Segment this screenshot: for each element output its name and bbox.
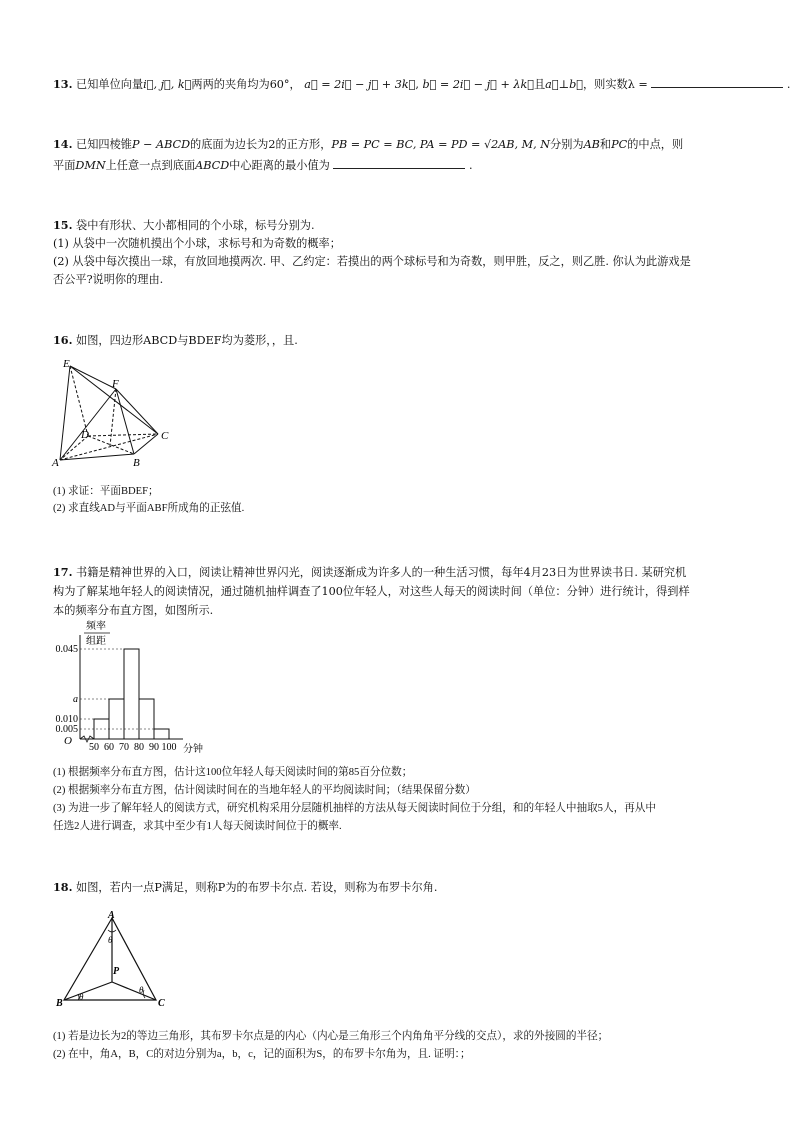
- question-17-line-3: 本的频率分布直方图，如图所示.: [53, 604, 214, 617]
- x-tick-label-60: 60: [104, 742, 114, 753]
- question-number: 17.: [53, 565, 73, 579]
- question-text: 分别为: [550, 138, 584, 151]
- x-tick-label-100: 100: [161, 742, 177, 753]
- x-tick-label-70: 70: [119, 742, 129, 753]
- question-text: 如图，若内一点P满足，则称P为的布罗卡尔点. 若设，则称为布罗卡尔角.: [76, 881, 438, 894]
- question-15-line-1: [53, 218, 315, 233]
- question-text: 如图，四边形ABCD与BDEF均为菱形，，且.: [76, 334, 298, 347]
- question-text: 平面: [53, 159, 76, 172]
- theta-label-c: θ: [139, 985, 144, 995]
- origin-label: O: [64, 735, 72, 747]
- question-18-sub-2: (2) 在中，角A，B，C的对边分别为a，b，c，记的面积为S，的布罗卡尔角为，且. 证明：；: [53, 1049, 471, 1060]
- question-text: 且: [533, 78, 546, 91]
- question-text: 上任意一点到底面: [105, 159, 196, 172]
- question-text: 袋中有形状、大小都相同的个小球，标号分别为.: [76, 219, 315, 232]
- question-text: 已知四棱锥: [76, 138, 132, 151]
- question-14-line-2: [53, 157, 473, 173]
- question-number: 18.: [53, 880, 73, 894]
- question-15-line-2: (1) 从袋中一次随机摸出个小球，求标号和为奇数的概率；: [53, 237, 341, 250]
- question-number: 13.: [53, 77, 73, 91]
- x-axis-label: 分钟: [183, 744, 203, 754]
- math-ab: AB: [583, 138, 600, 151]
- question-15-line-4: 否公平?说明你的理由.: [53, 273, 164, 286]
- question-end: .: [469, 159, 473, 172]
- label-e: E: [63, 358, 70, 370]
- label-a: A: [52, 457, 59, 469]
- y-tick-label-2: 0.010: [55, 714, 78, 725]
- frequency-histogram: [50, 616, 220, 754]
- question-13: 13. 已知单位向量i⃗, j⃗, k⃗两两的夹角均为60°， a⃗ = 2i⃗ − j⃗ + 3k⃗, b⃗ = 2i⃗ − j⃗ + λk⃗且a⃗⊥b⃗，则实数λ = .: [53, 77, 791, 91]
- label-c: C: [158, 998, 165, 1009]
- y-tick-label-3: 0.005: [55, 724, 78, 735]
- theta-label-b: θ: [79, 992, 84, 1002]
- histogram-bar-60-70: [109, 699, 124, 739]
- question-17-line-2: 构为了解某地年轻人的阅读情况，通过随机抽样调查了100位年轻人，对这些人每天的阅读时间（单位：分钟）进行统计，得到样: [53, 585, 690, 598]
- question-17-sub-1: (1) 根据频率分布直方图，估计这100位年轻人每天阅读时间的第85百分位数；: [53, 767, 413, 778]
- x-tick-label-90: 90: [149, 742, 159, 753]
- question-number: 16.: [53, 333, 73, 347]
- label-p: P: [113, 966, 120, 977]
- question-text: ，则实数λ =: [582, 78, 648, 91]
- label-c: C: [161, 430, 169, 442]
- y-axis-label-bottom: 组距: [86, 636, 106, 647]
- question-text: 书籍是精神世界的入口，阅读让精神世界闪光，阅读逐渐成为许多人的一种生活习惯，每年4月23日为世界读书日. 某研究机: [76, 566, 687, 579]
- y-tick-label-0: 0.045: [55, 644, 78, 655]
- question-text: 中心距离的最小值为: [229, 159, 330, 172]
- question-18-sub-1: (1) 若是边长为2的等边三角形，其布罗卡尔点是的内心（内心是三角形三个内角角平分线的交点），求的外接圆的半径；: [53, 1031, 609, 1042]
- answer-blank[interactable]: [333, 157, 465, 169]
- y-tick-label-1: a: [73, 694, 78, 705]
- question-14-line-1: [53, 137, 683, 152]
- x-tick-label-50: 50: [89, 742, 99, 753]
- question-number: 14.: [53, 137, 73, 151]
- question-17-sub-3: (3) 为进一步了解年轻人的阅读方式，研究机构采用分层随机抽样的方法从每天阅读时间位于分组，和的年轻人中抽取5人，再从中: [53, 803, 656, 814]
- math-pyramid: P − ABCD: [131, 138, 191, 151]
- math-pc: PC: [611, 138, 628, 151]
- math-formula-a: a⃗ = 2i⃗ − j⃗ + 3k⃗: [304, 78, 416, 91]
- rhombus-figure: [50, 354, 190, 474]
- answer-blank[interactable]: [651, 76, 783, 88]
- question-number: 15.: [53, 218, 73, 232]
- question-16-sub-2: (2) 求直线AD与平面ABF所成角的正弦值.: [53, 503, 245, 514]
- question-text: 两两的夹角均为60°，: [191, 78, 301, 91]
- label-b: B: [133, 457, 140, 469]
- question-end: .: [786, 78, 791, 91]
- question-text: 已知单位向量: [76, 78, 144, 91]
- question-16-sub-1: (1) 求证：平面BDEF；: [53, 486, 159, 497]
- question-17-sub-2: (2) 根据频率分布直方图，估计阅读时间在的当地年轻人的平均阅读时间；（结果保留分数）: [53, 785, 476, 796]
- question-17-line-1: [53, 565, 686, 580]
- math-dmn: DMN: [75, 159, 106, 172]
- math-formula-b: b⃗ = 2i⃗ − j⃗ + λk⃗: [422, 78, 534, 91]
- question-15-line-3: (2) 从袋中每次摸出一球，有放回地摸两次. 甲、乙约定：若摸出的两个球标号和为奇数，则甲胜，反之，则乙胜. 你认为此游戏是: [53, 255, 691, 268]
- label-f: F: [112, 378, 119, 390]
- label-d: D: [81, 429, 89, 441]
- x-tick-label-80: 80: [134, 742, 144, 753]
- question-17-sub-4: 任选2人进行调查，求其中至少有1人每天阅读时间位于的概率.: [53, 821, 342, 832]
- math-vectors: i⃗, j⃗, k⃗: [143, 78, 192, 91]
- y-axis-label-top: 频率: [86, 621, 106, 632]
- math-abcd: ABCD: [195, 159, 230, 172]
- math-condition: a⃗⊥b⃗: [545, 78, 583, 91]
- math-equations: PB = PC = BC, PA = PD = √2AB, M, N: [331, 138, 550, 151]
- question-16-line-1: [53, 333, 298, 348]
- question-18-line-1: [53, 880, 437, 895]
- brocard-triangle-figure: [50, 910, 180, 1010]
- question-text: 和: [599, 138, 612, 151]
- question-text: 的底面为边长为2的正方形，: [190, 138, 332, 151]
- histogram-bar-70-80: [124, 649, 139, 739]
- theta-label-a: θ: [108, 935, 113, 945]
- label-b: B: [56, 998, 63, 1009]
- label-a: A: [108, 910, 115, 921]
- histogram-bar-90-100: [154, 729, 169, 739]
- histogram-bar-80-90: [139, 699, 154, 739]
- question-text: 的中点，则: [627, 138, 684, 151]
